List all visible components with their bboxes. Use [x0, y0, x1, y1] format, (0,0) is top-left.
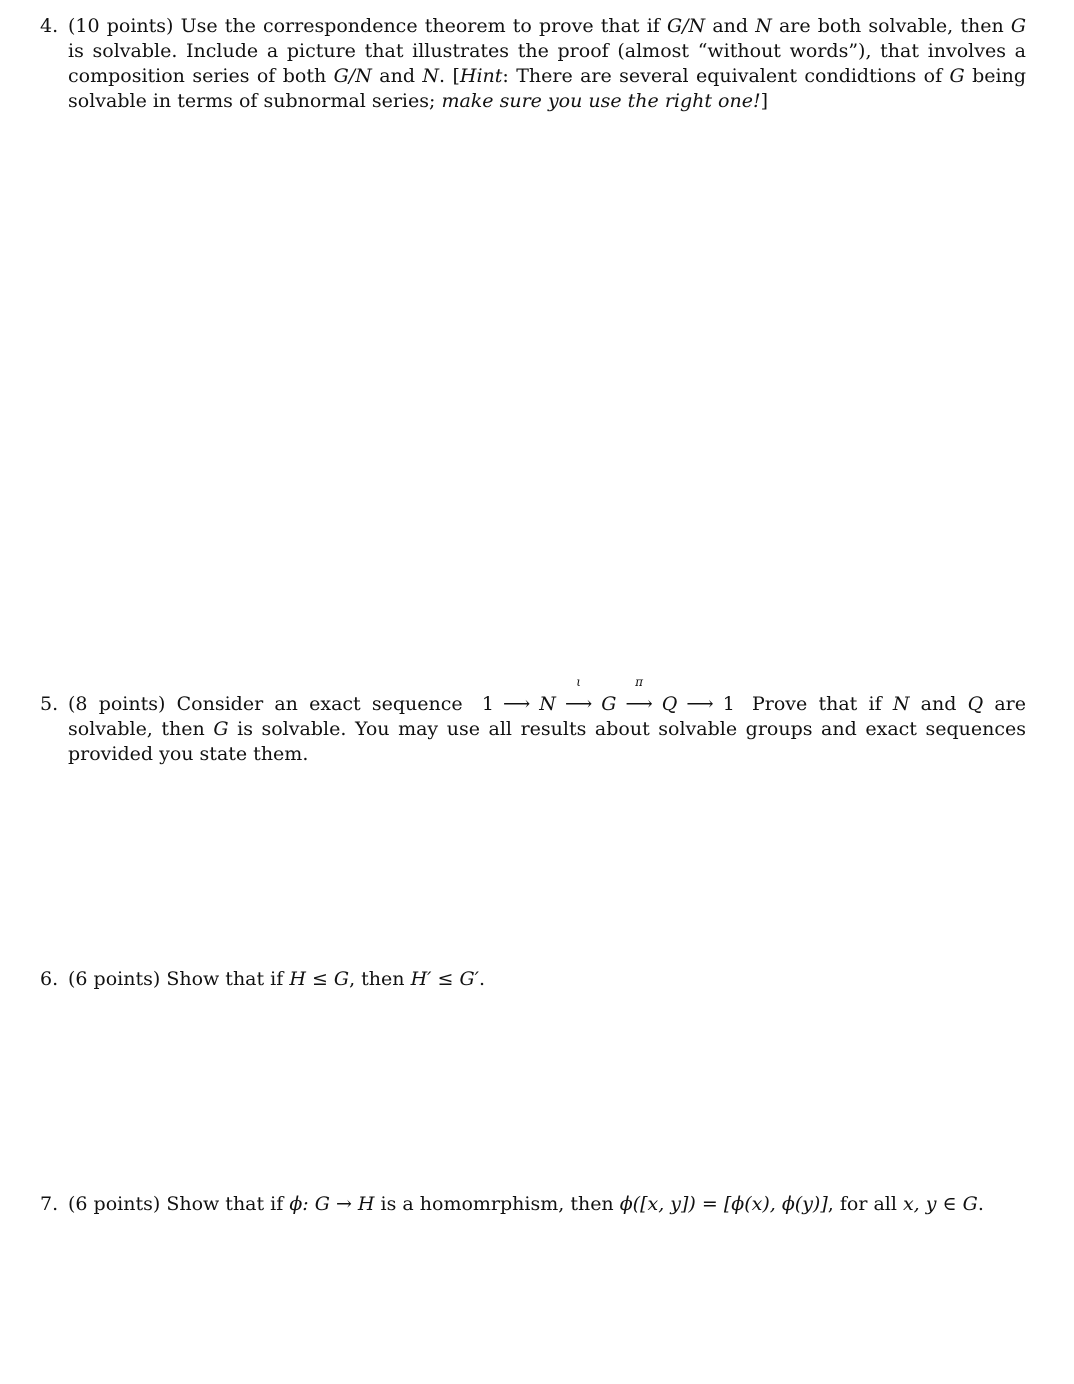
arrow-pi: π ⟶: [625, 675, 653, 715]
math: G: [1010, 15, 1027, 37]
problem-6: [40, 967, 1026, 992]
hint-label: Hint: [459, 65, 503, 87]
text: is solvable. Include a picture that illustrates the proof (almost “without words”), that involves a composition series of both: [68, 40, 1026, 87]
points: (6 points): [68, 1193, 161, 1215]
problem-text: [68, 14, 1026, 114]
math: H ≤ G: [289, 968, 350, 990]
text: , then: [349, 968, 405, 990]
math: G/N: [333, 65, 372, 87]
sequence-one-left: 1: [481, 693, 494, 715]
math: G: [949, 65, 965, 87]
points: (6 points): [68, 968, 161, 990]
math: Q: [967, 693, 984, 715]
text: , for all: [827, 1193, 897, 1215]
problem-number: 6.: [40, 968, 59, 990]
math: N: [755, 15, 772, 37]
problem-number: 4.: [40, 15, 59, 37]
text: Prove that if: [751, 693, 882, 715]
text: and: [920, 693, 957, 715]
arrow-label-iota: ι: [576, 675, 581, 689]
text: and: [712, 15, 749, 37]
math: G: [213, 718, 229, 740]
text: are solvable, then: [68, 693, 1027, 740]
problem-number: 5.: [40, 693, 59, 715]
text: Show that if: [166, 968, 284, 990]
arrow-label-pi: π: [635, 675, 644, 689]
points: (10 points): [68, 15, 174, 37]
math: ϕ([x, y]) = [ϕ(x), ϕ(y)]: [619, 1193, 828, 1215]
problem-number: 7.: [40, 1193, 59, 1215]
problem-5: [40, 675, 1027, 767]
text: is solvable. You may use all results about solvable groups and exact sequences provided you state them.: [68, 718, 1026, 765]
math: ϕ: G → H: [289, 1193, 375, 1215]
text: . [: [439, 65, 460, 87]
arrow-iota: ι ⟶: [564, 675, 593, 715]
math: N: [422, 65, 440, 87]
emphasis: make sure you use the right one!: [441, 90, 761, 112]
text: and: [379, 65, 415, 87]
sequence-one-right: 1: [722, 693, 735, 715]
problem-7: [40, 1192, 1026, 1217]
problem-text: [68, 675, 1027, 767]
math: x, y ∈ G: [902, 1193, 978, 1215]
problem-4: [40, 14, 1026, 114]
text: is a homomrphism, then: [380, 1193, 614, 1215]
text: ]: [760, 90, 769, 112]
exact-sequence: [481, 675, 735, 717]
text: being solvable in terms of subnormal series;: [68, 65, 1026, 112]
arrow: ⟶: [502, 693, 531, 715]
text: Show that if: [166, 1193, 284, 1215]
text: Use the correspondence theorem to prove that if: [180, 15, 660, 37]
text: Consider an exact sequence: [176, 693, 463, 715]
sequence-n: N: [539, 693, 556, 715]
math: G/N: [666, 15, 706, 37]
math: N: [892, 693, 910, 715]
sequence-q: Q: [661, 693, 678, 715]
arrow: ⟶: [686, 693, 714, 715]
problem-text: [68, 1192, 1026, 1217]
text: .: [478, 968, 485, 990]
problem-text: [68, 967, 1026, 992]
text: .: [977, 1193, 984, 1215]
text: are both solvable, then: [778, 15, 1004, 37]
points: (8 points): [68, 693, 166, 715]
text: : There are several equivalent condidtions of: [502, 65, 943, 87]
sequence-g: G: [601, 693, 617, 715]
math: H′ ≤ G′: [410, 968, 479, 990]
